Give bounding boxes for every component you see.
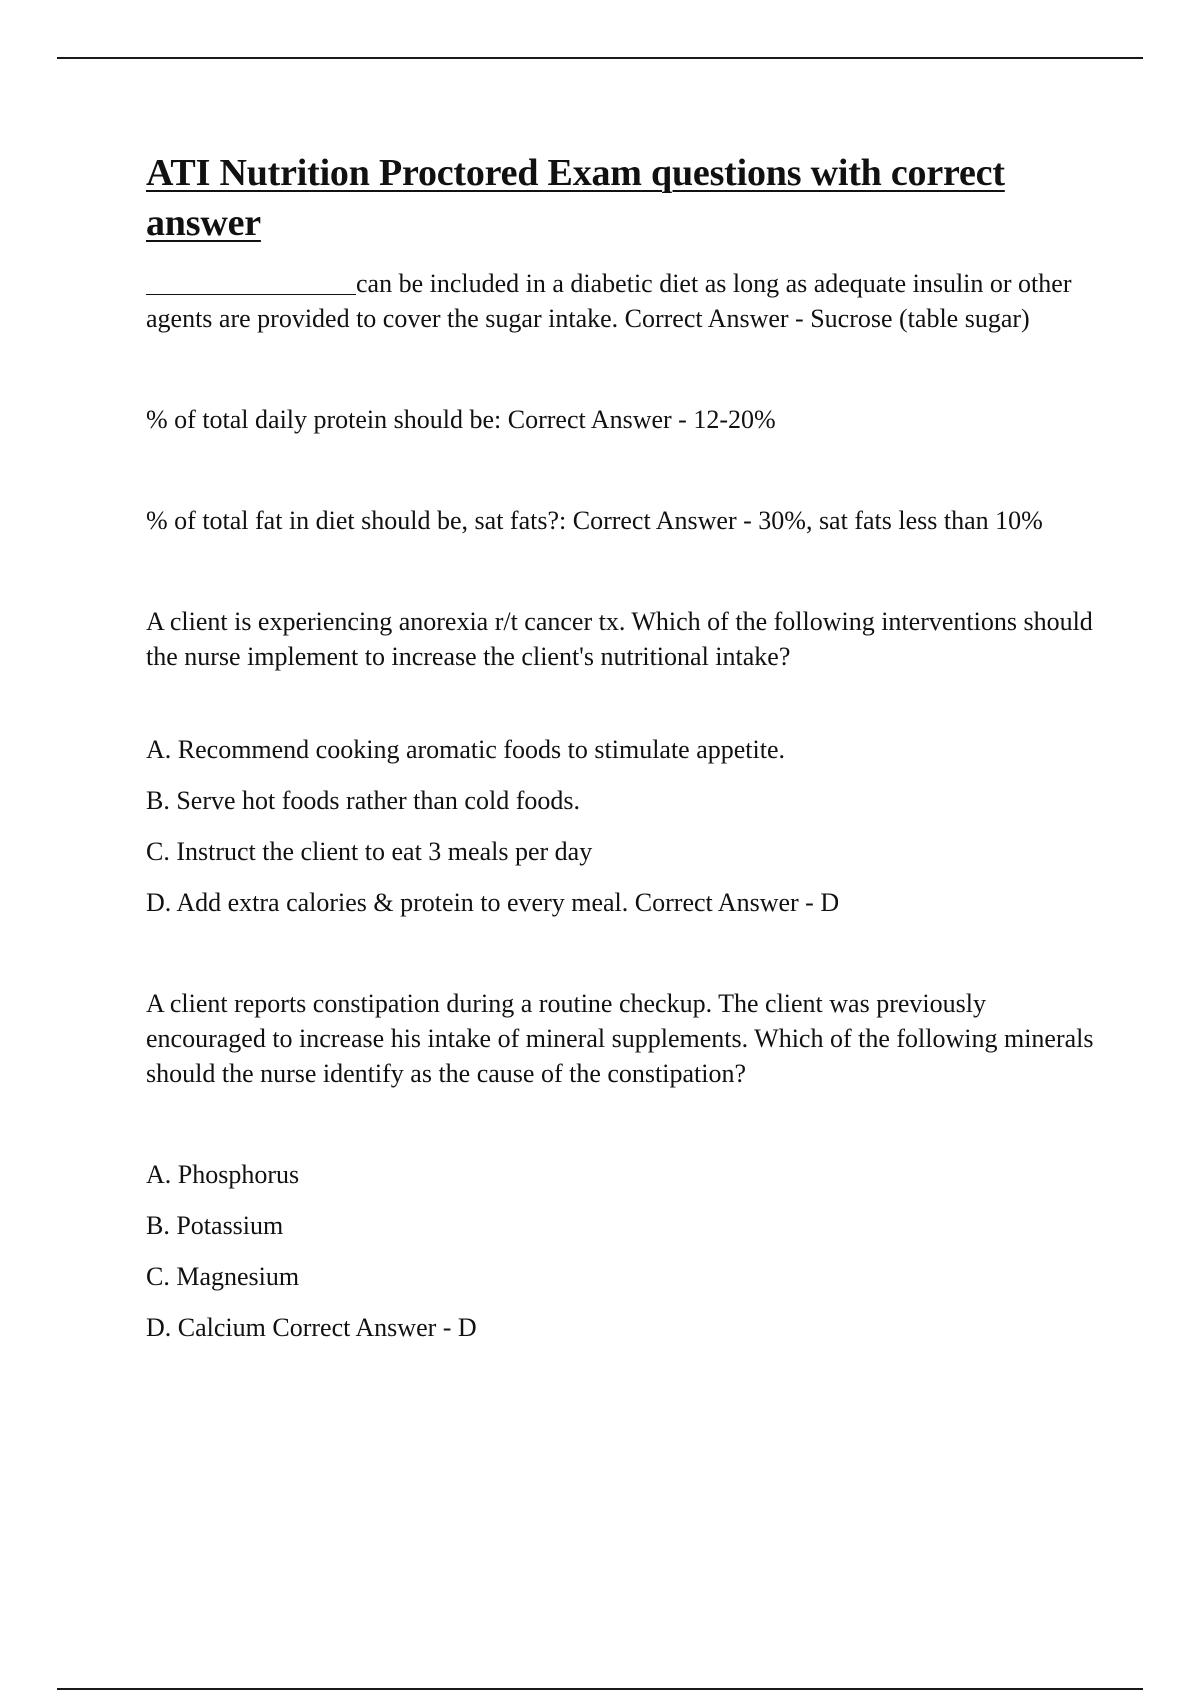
question-5-stem: A client reports constipation during a routine checkup. The client was previously encouraged to increase his intake of mineral supplements. Which of the following minerals should the nurse identify as the cause of the constipation? xyxy=(146,989,1094,1088)
question-2: % of total daily protein should be: Correct Answer - 12-20% xyxy=(146,405,776,434)
option-c: C. Instruct the client to eat 3 meals per day xyxy=(146,837,593,866)
bottom-rule xyxy=(57,1688,1143,1690)
option-d: D. Calcium Correct Answer - D xyxy=(146,1313,477,1342)
question-4-options xyxy=(146,732,1096,920)
question-3: % of total fat in diet should be, sat fats?: Correct Answer - 30%, sat fats less than 10% xyxy=(146,506,1043,535)
option-a: A. Recommend cooking aromatic foods to stimulate appetite. xyxy=(146,735,786,764)
option-b: B. Serve hot foods rather than cold foods. xyxy=(146,786,580,815)
option-a: A. Phosphorus xyxy=(146,1160,300,1189)
fill-in-blank xyxy=(146,268,356,295)
question-5-options xyxy=(146,1157,1096,1345)
question-1-text: can be included in a diabetic diet as long as adequate insulin or other agents are provided to cover the sugar intake. Correct Answer - Sucrose (table sugar) xyxy=(146,269,1072,333)
document-title: ATI Nutrition Proctored Exam questions with correct answer xyxy=(146,152,1005,244)
question-4-stem: A client is experiencing anorexia r/t cancer tx. Which of the following interventions should the nurse implement to increase the client's nutritional intake? xyxy=(146,607,1093,671)
option-b: B. Potassium xyxy=(146,1211,284,1240)
question-1 xyxy=(146,266,1096,336)
document-body xyxy=(146,148,1096,1345)
top-rule xyxy=(57,57,1143,59)
option-c: C. Magnesium xyxy=(146,1262,300,1291)
option-d: D. Add extra calories & protein to every meal. Correct Answer - D xyxy=(146,888,840,917)
